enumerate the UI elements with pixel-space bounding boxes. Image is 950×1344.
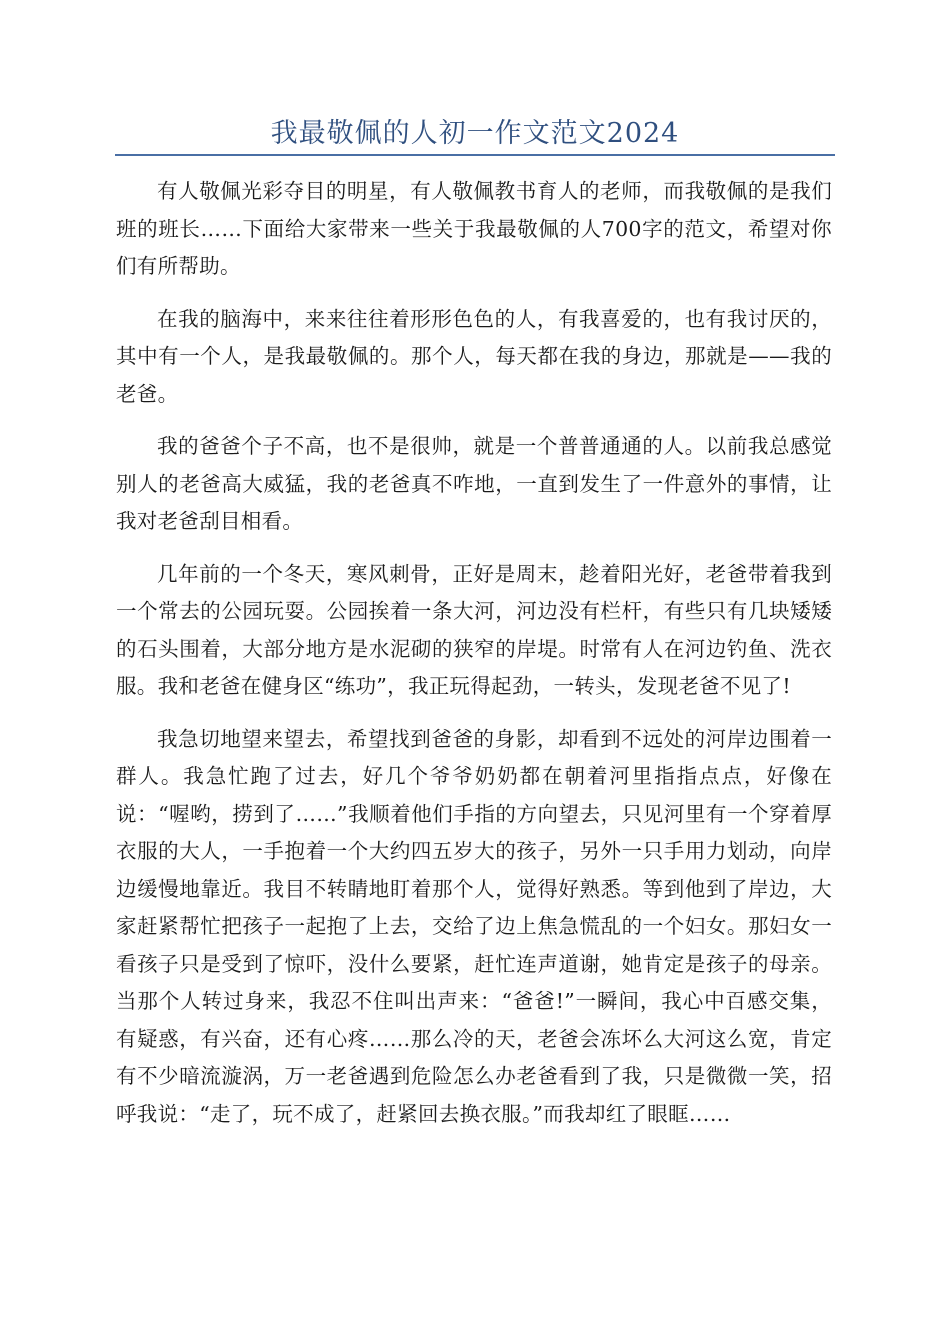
title-underline: [115, 154, 835, 156]
paragraph-1: 有人敬佩光彩夺目的明星，有人敬佩教书育人的老师，而我敬佩的是我们班的班长……下面给大家带来一些关于我最敬佩的人700字的范文，希望对你们有所帮助。: [116, 179, 832, 278]
document-title: 我最敬佩的人初一作文范文2024: [270, 118, 680, 149]
document-body: [116, 173, 832, 1148]
paragraph-3: 我的爸爸个子不高，也不是很帅，就是一个普普通通的人。以前我总感觉别人的老爸高大威猛，我的老爸真不咋地，一直到发生了一件意外的事情，让我对老爸刮目相看。: [116, 434, 832, 533]
paragraph-2: 在我的脑海中，来来往往着形形色色的人，有我喜爱的，也有我讨厌的，其中有一个人，是我最敬佩的。那个人，每天都在我的身边，那就是——我的老爸。: [116, 306, 832, 406]
paragraph-5: 我急切地望来望去，希望找到爸爸的身影，却看到不远处的河岸边围着一群人。我急忙跑了过去，好几个爷爷奶奶都在朝着河里指指点点，好像在说：“喔哟，捞到了……”我顺着他们手指的方向望去，只见河里有一个穿着厚衣服的大人，一手抱着一个大约四五岁大的孩子，另外一只手用力划动，向岸边缓慢地靠近。我目不转睛地盯着那个人，觉得好熟悉。等到他到了岸边，大家赶紧帮忙把孩子一起抱了上去，交给了边上焦急慌乱的一个妇女。那妇女一看孩子只是受到了惊吓，没什么要紧，赶忙连声道谢，她肯定是孩子的母亲。当那个人转过身来，我忍不住叫出声来：“爸爸!”一瞬间，我心中百感交集，有疑惑，有兴奋，还有心疼……那么冷的天，老爸会冻坏么大河这么宽，肯定有不少暗流漩涡，万一老爸遇到危险怎么办老爸看到了我，只是微微一笑，招呼我说：“走了，玩不成了，赶紧回去换衣服。”而我却红了眼眶……: [116, 726, 832, 1126]
paragraph-4: 几年前的一个冬天，寒风刺骨，正好是周末，趁着阳光好，老爸带着我到一个常去的公园玩耍。公园挨着一条大河，河边没有栏杆，有些只有几块矮矮的石头围着，大部分地方是水泥砌的狭窄的岸堤。时常有人在河边钓鱼、洗衣服。我和老爸在健身区“练功”，我正玩得起劲，一转头，发现老爸不见了!: [116, 561, 832, 698]
